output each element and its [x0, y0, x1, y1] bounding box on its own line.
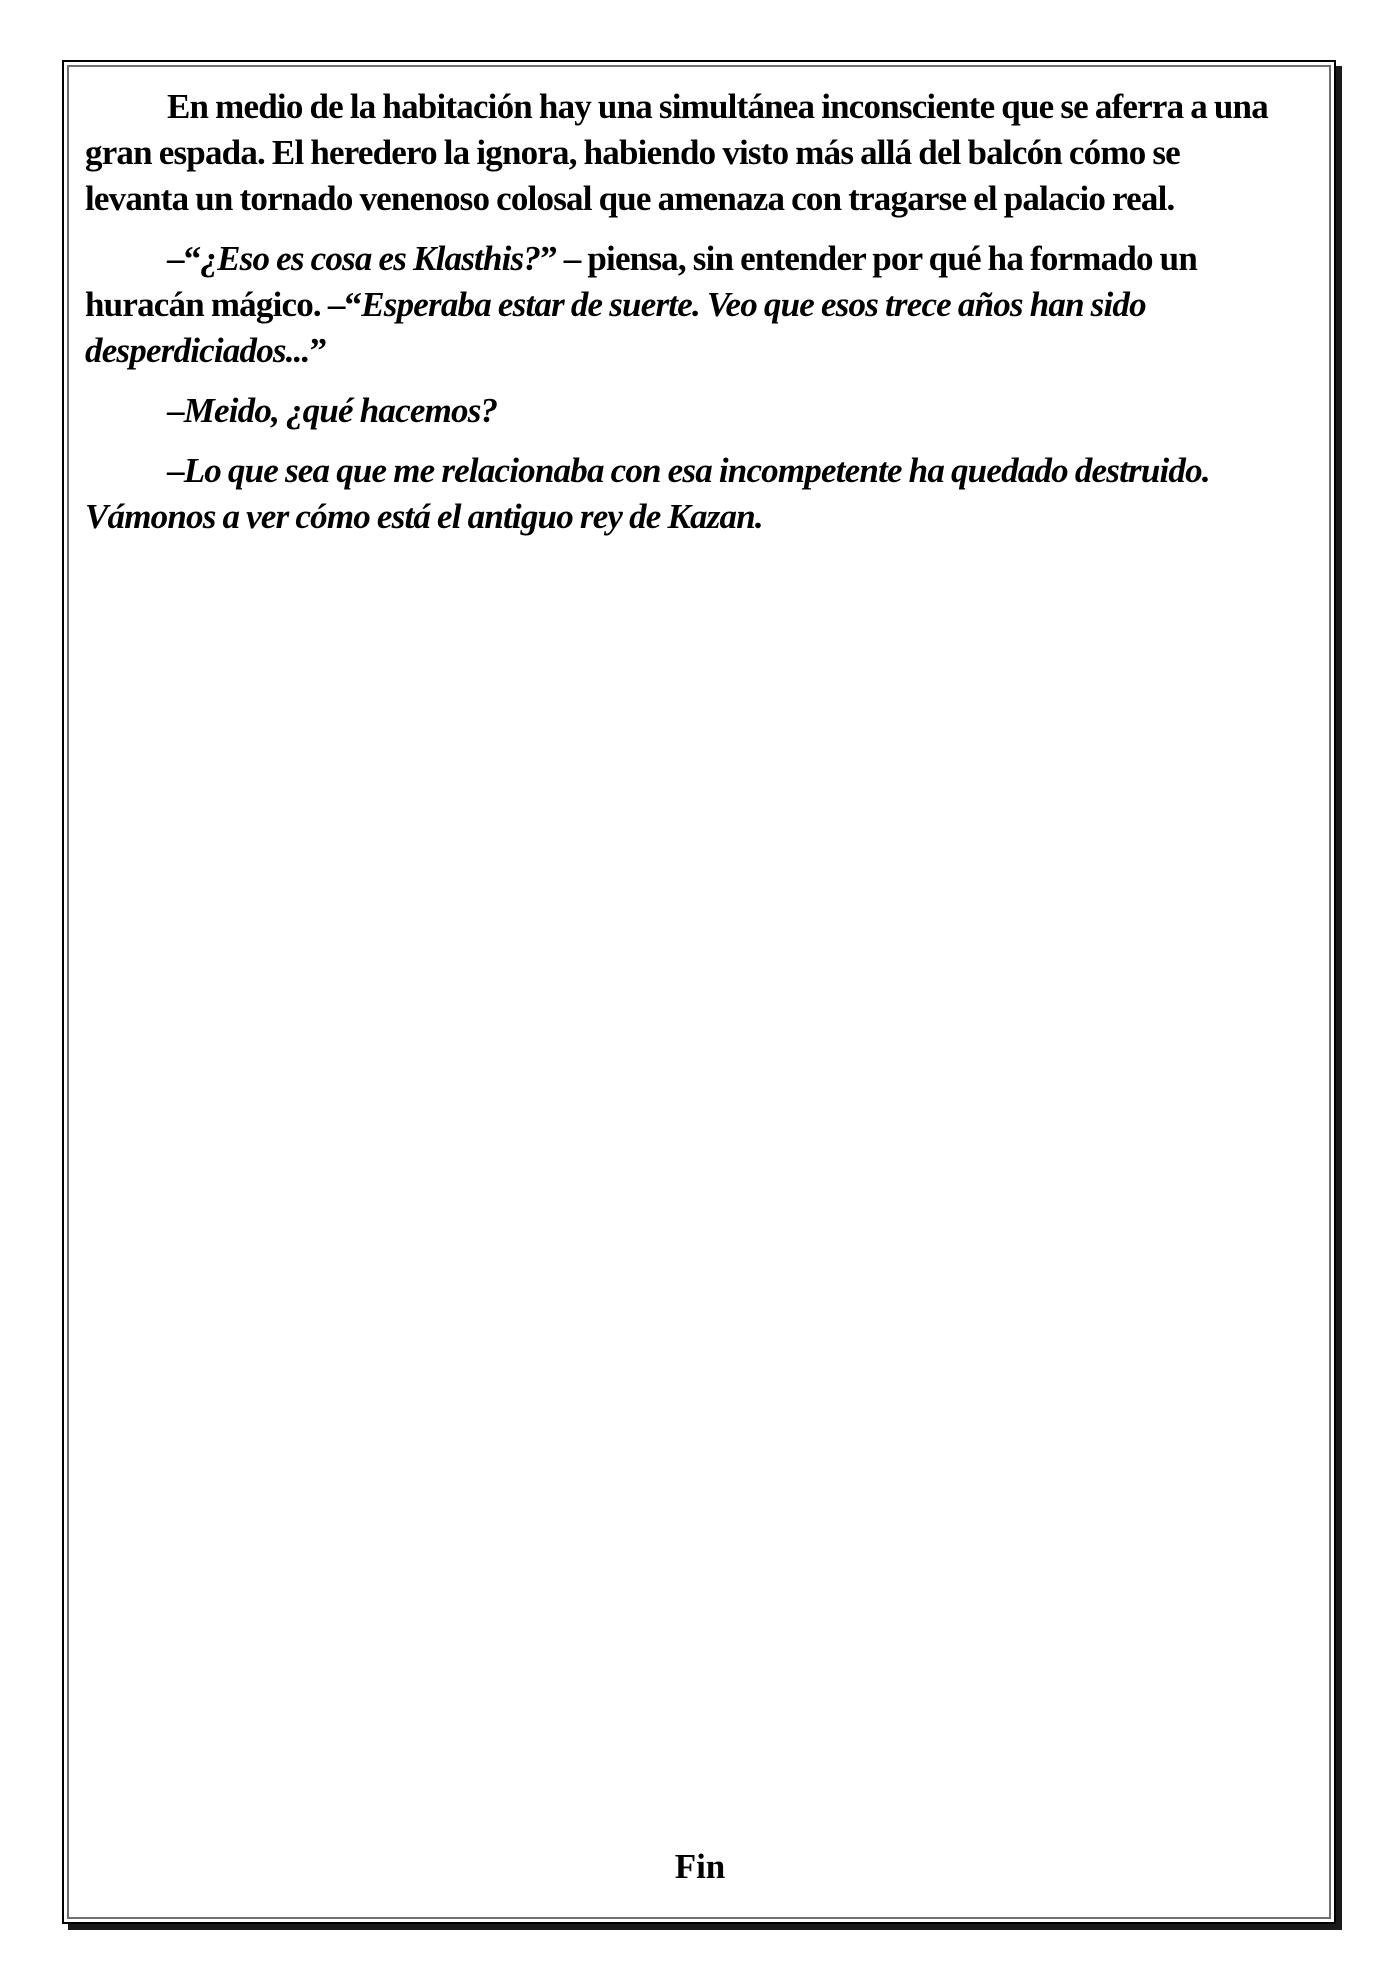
dialogue-dash: – — [167, 451, 184, 490]
narration-piensa: ” – piensa, sin entender por qué ha formado un huracán mágico. –“ — [85, 239, 1197, 324]
thought-esperaba: Esperaba estar de suerte. Veo que esos trece años han sido desperdiciados... — [85, 285, 1146, 370]
paragraph-1 — [85, 84, 1285, 222]
dialogue-lo-que-sea: Lo que sea que me relacionaba con esa incompetente ha quedado destruido. Vámonos a ver cómo está el antiguo rey de Kazan. — [85, 451, 1210, 536]
paragraph-2 — [85, 236, 1285, 374]
quote-close: ” — [309, 331, 327, 370]
paragraph-1-text: En medio de la habitación hay una simultánea inconsciente que se aferra a una gran espada. El heredero la ignora, habiendo visto más allá del balcón cómo se levanta un tornado venenoso colosal que amenaza con tragarse el palacio real. — [85, 87, 1268, 218]
dialogue-dash: – — [167, 391, 184, 430]
paragraph-3 — [85, 388, 1285, 434]
thought-klasthis: ¿Eso es cosa es Klasthis? — [200, 239, 541, 278]
paragraph-4 — [85, 448, 1285, 540]
dialogue-meido: Meido, ¿qué hacemos? — [183, 391, 498, 430]
dialogue-dash-quote-open: –“ — [167, 239, 201, 278]
story-text — [85, 84, 1285, 554]
end-mark: Fin — [674, 1847, 726, 1886]
